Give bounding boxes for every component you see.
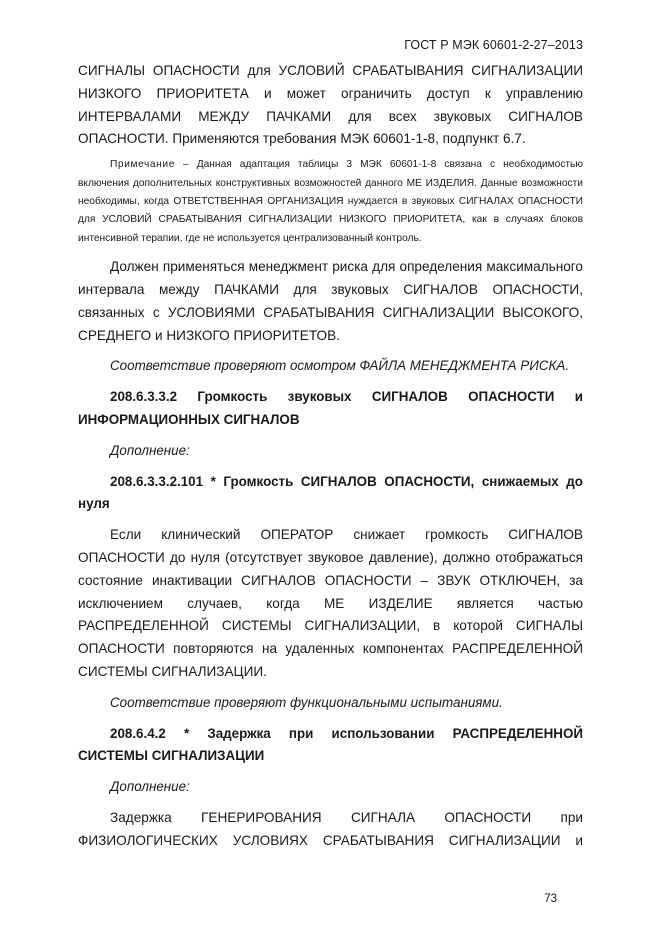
page-content — [78, 60, 583, 853]
addition-label-1: Дополнение: — [110, 442, 190, 458]
paragraph-volume-zero: Если клинический ОПЕРАТОР снижает громкость СИГНАЛОВ ОПАСНОСТИ до нуля (отсутствует звуковое давление), должно отображаться состояние инактивации СИГНАЛОВ ОПАСНОСТИ – ЗВУК ОТКЛЮЧЕН, за исключением случаев, когда МЕ ИЗДЕЛИЕ является частью РАСПРЕДЕЛЕННОЙ СИСТЕМЫ СИГНАЛИЗАЦИИ, в которой СИГНАЛЫ ОПАСНОСТИ повторяются на удаленных компонентах РАСПРЕДЕЛЕННОЙ СИСТЕМЫ СИГНАЛИЗАЦИИ. — [78, 527, 583, 679]
paragraph-delay: Задержка ГЕНЕРИРОВАНИЯ СИГНАЛА ОПАСНОСТИ при ФИЗИОЛОГИЧЕСКИХ УСЛОВИЯХ СРАБАТЫВАНИЯ СИГНАЛИЗАЦИИ и — [78, 809, 583, 848]
compliance-check-1: Соответствие проверяют осмотром ФАЙЛА МЕНЕДЖМЕНТА РИСКА. — [110, 358, 570, 374]
addition-label-2: Дополнение: — [110, 779, 190, 795]
paragraph-continuation: СИГНАЛЫ ОПАСНОСТИ для УСЛОВИЙ СРАБАТЫВАНИЯ СИГНАЛИЗАЦИИ НИЗКОГО ПРИОРИТЕТА и может ограничить доступ к управлению ИНТЕРВАЛАМИ МЕЖДУ ПАЧКАМИ для всех звуковых СИГНАЛОВ ОПАСНОСТИ. Применяются требования МЭК 60601-1-8, подпункт 6.7. — [78, 63, 583, 147]
section-heading-208-6-3-3-2: 208.6.3.3.2 Громкость звуковых СИГНАЛОВ ОПАСНОСТИ и ИНФОРМАЦИОННЫХ СИГНАЛОВ — [78, 389, 583, 427]
section-heading-208-6-3-3-2-101: 208.6.3.3.2.101 * Громкость СИГНАЛОВ ОПАСНОСТИ, снижаемых до нуля — [78, 473, 583, 512]
compliance-check-2: Соответствие проверяют функциональными испытаниями. — [110, 694, 503, 710]
section-heading-208-6-4-2: 208.6.4.2 * Задержка при использовании РАСПРЕДЕЛЕННОЙ СИСТЕМЫ СИГНАЛИЗАЦИИ — [78, 725, 583, 764]
note — [78, 156, 583, 248]
paragraph-risk-management: Должен применяться менеджмент риска для определения максимального интервала между ПАЧКАМИ для звуковых СИГНАЛОВ ОПАСНОСТИ, связанных с УСЛОВИЯМИ СРАБАТЫВАНИЯ СИГНАЛИЗАЦИИ ВЫСОКОГО, СРЕДНЕГО и НИЗКОГО ПРИОРИТЕТОВ. — [78, 259, 583, 343]
note-text: – Данная адаптация таблицы 3 МЭК 60601-1-8 связана с необходимостью включения дополнительных конструктивных возможностей данного МЕ ИЗДЕЛИЯ. Данные возможности необходимы, когда ОТВЕТСТВЕННАЯ ОРГАНИЗАЦИЯ нуждается в звуковых СИГНАЛАХ ОПАСНОСТИ для УСЛОВИЙ СРАБАТЫВАНИЯ СИГНАЛИЗАЦИИ НИЗКОГО ПРИОРИТЕТА, как в случаях блоков интенсивной терапии, где не используется централизованный контроль. — [78, 159, 583, 244]
page-number: 73 — [544, 893, 557, 905]
note-label: Примечание — [110, 159, 175, 171]
page-header: ГОСТ Р МЭК 60601-2-27–2013 — [404, 38, 583, 52]
